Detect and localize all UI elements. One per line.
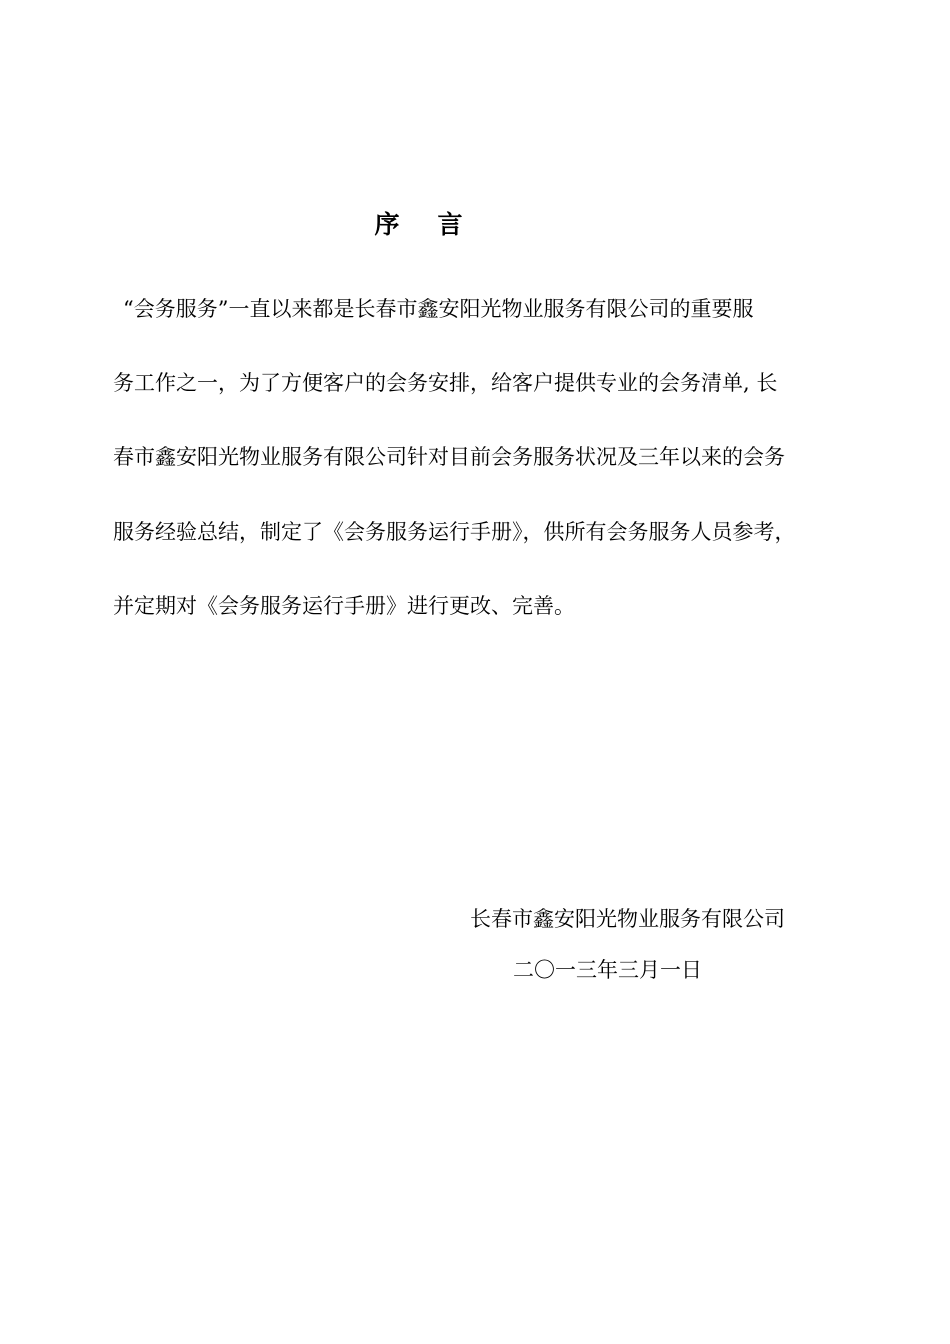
page-title: 序言 bbox=[374, 210, 501, 239]
paragraph-line: 服务经验总结，制定了《会务服务运行手册》，供所有会务服务人员参考， bbox=[113, 520, 796, 544]
paragraph-line: “会务服务”一直以来都是长春市鑫安阳光物业服务有限公司的重要服 bbox=[123, 297, 754, 321]
signature-date: 二〇一三年三月一日 bbox=[513, 958, 702, 982]
paragraph-line: 并定期对《会务服务运行手册》进行更改、完善。 bbox=[113, 594, 575, 618]
signature-company: 长春市鑫安阳光物业服务有限公司 bbox=[470, 907, 785, 931]
paragraph-line: 春市鑫安阳光物业服务有限公司针对目前会务服务状况及三年以来的会务 bbox=[113, 445, 785, 469]
paragraph-line: 务工作之一，为了方便客户的会务安排，给客户提供专业的会务清单, 长 bbox=[113, 371, 778, 395]
